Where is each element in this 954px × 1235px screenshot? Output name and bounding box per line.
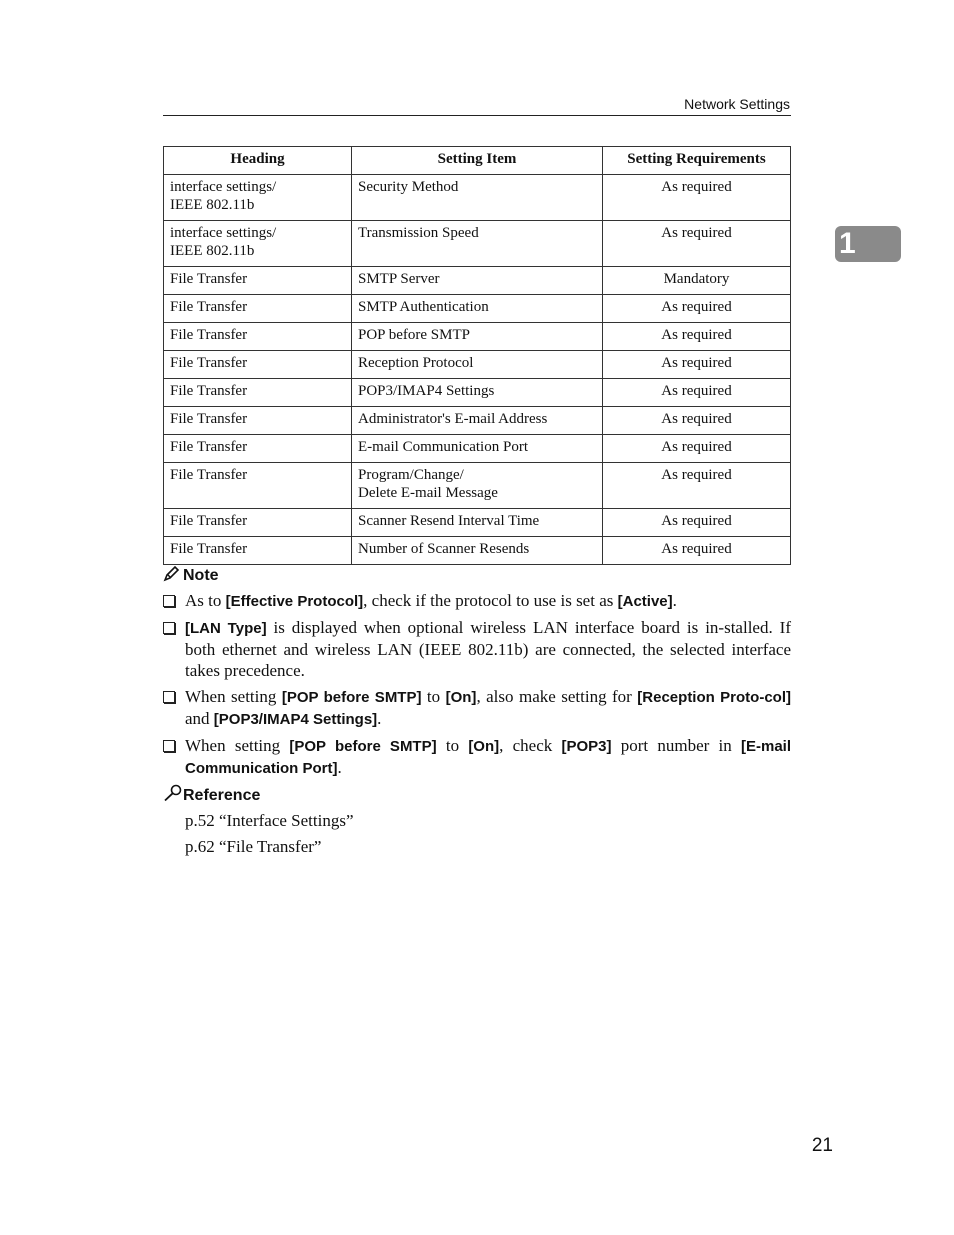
- cell-text: Scanner Resend Interval Time: [358, 513, 540, 529]
- cell-text: Number of Scanner Resends: [358, 541, 530, 557]
- setting-requirement-cell: As required: [603, 537, 791, 565]
- note-text: , check: [499, 736, 562, 755]
- cell-text: File Transfer: [170, 513, 248, 529]
- note-text: and: [185, 709, 214, 728]
- table-row: [164, 463, 791, 509]
- ui-keyword: [On]: [445, 689, 477, 706]
- ui-keyword: [E-mail Communication Port]: [185, 738, 792, 777]
- setting-item-cell: [352, 509, 603, 537]
- table-row: [164, 175, 791, 221]
- note-text: .: [672, 591, 677, 610]
- setting-item-cell: [352, 407, 603, 435]
- heading-cell: [164, 407, 352, 435]
- setting-requirement-cell: As required: [603, 221, 791, 267]
- cell-text: File Transfer: [170, 541, 248, 557]
- reference-link-interface-settings[interactable]: p.52 “Interface Settings”: [185, 811, 354, 830]
- reference-link-file-transfer[interactable]: p.62 “File Transfer”: [185, 837, 322, 856]
- note-text: As to: [185, 591, 226, 610]
- reference-heading: [163, 784, 260, 807]
- cell-text: Program/Change/: [358, 467, 464, 483]
- heading-cell: [164, 435, 352, 463]
- chapter-tab: 1: [835, 226, 901, 262]
- pencil-icon: [163, 566, 183, 587]
- setting-requirement-cell: As required: [603, 379, 791, 407]
- ui-keyword: [LAN Type]: [185, 620, 267, 637]
- ui-keyword: [POP before SMTP]: [281, 689, 422, 706]
- note-item: [163, 686, 791, 730]
- cell-text: File Transfer: [170, 383, 248, 399]
- column-header-setting-requirements: Setting Requirements: [603, 147, 791, 175]
- setting-requirement-cell: As required: [603, 435, 791, 463]
- setting-item-cell: [352, 267, 603, 295]
- heading-cell: [164, 323, 352, 351]
- setting-item-cell: [352, 379, 603, 407]
- cell-text: File Transfer: [170, 467, 248, 483]
- checkbox-bullet-icon: [163, 691, 175, 703]
- ui-keyword: [On]: [468, 738, 500, 755]
- cell-text: POP3/IMAP4 Settings: [358, 383, 495, 399]
- setting-requirement-cell: As required: [603, 351, 791, 379]
- setting-item-cell: [352, 537, 603, 565]
- ui-keyword: [POP3]: [561, 738, 612, 755]
- note-list: [163, 590, 791, 784]
- ui-keyword: [Reception Proto-col]: [637, 689, 791, 706]
- note-text: to: [436, 736, 469, 755]
- cell-text: interface settings/: [170, 225, 277, 241]
- setting-requirement-cell: As required: [603, 463, 791, 509]
- checkbox-bullet-icon: [163, 595, 175, 607]
- setting-item-cell: [352, 463, 603, 509]
- setting-requirement-cell: Mandatory: [603, 267, 791, 295]
- heading-cell: [164, 267, 352, 295]
- settings-table: [163, 146, 791, 565]
- table-row: [164, 295, 791, 323]
- setting-item-cell: [352, 435, 603, 463]
- cell-text: Security Method: [358, 179, 459, 195]
- note-text: .: [337, 758, 342, 777]
- running-header: Network Settings: [684, 96, 790, 112]
- cell-text: File Transfer: [170, 327, 248, 343]
- table-row: [164, 407, 791, 435]
- cell-text: Delete E-mail Message: [358, 485, 498, 501]
- cell-text: Administrator's E-mail Address: [358, 411, 548, 427]
- table-row: [164, 435, 791, 463]
- cell-text: Reception Protocol: [358, 355, 474, 371]
- column-header-heading: Heading: [164, 147, 352, 175]
- note-heading: [163, 566, 219, 587]
- column-header-setting-item: Setting Item: [352, 147, 603, 175]
- table-row: [164, 537, 791, 565]
- note-text: When setting: [185, 736, 290, 755]
- cell-text: File Transfer: [170, 299, 248, 315]
- ui-keyword: [Effective Protocol]: [225, 593, 364, 610]
- cell-text: interface settings/: [170, 179, 277, 195]
- page-number: 21: [811, 1135, 833, 1156]
- reference-title: Reference: [183, 787, 261, 804]
- checkbox-bullet-icon: [163, 740, 175, 752]
- cell-text: File Transfer: [170, 439, 248, 455]
- cell-text: File Transfer: [170, 355, 248, 371]
- note-text: is displayed when optional wireless LAN interface board is in-stalled. If both ethernet and wireless LAN (IEEE 802.11b) are connected, the selected interface takes precedence.: [185, 618, 791, 680]
- heading-cell: [164, 295, 352, 323]
- table-row: [164, 379, 791, 407]
- heading-cell: [164, 175, 352, 221]
- header-rule: [163, 115, 791, 116]
- setting-requirement-cell: As required: [603, 509, 791, 537]
- note-item: [163, 590, 791, 612]
- note-text: port number in: [611, 736, 741, 755]
- setting-item-cell: [352, 323, 603, 351]
- table-row: [164, 221, 791, 267]
- table-row: [164, 351, 791, 379]
- cell-text: SMTP Server: [358, 271, 440, 287]
- checkbox-bullet-icon: [163, 622, 175, 634]
- heading-cell: [164, 537, 352, 565]
- heading-cell: [164, 221, 352, 267]
- table-body: [164, 175, 791, 565]
- reference-list: [185, 808, 354, 860]
- setting-requirement-cell: As required: [603, 295, 791, 323]
- heading-cell: [164, 463, 352, 509]
- note-text: When setting: [185, 687, 282, 706]
- note-item: [163, 735, 791, 779]
- setting-requirement-cell: As required: [603, 407, 791, 435]
- note-text: .: [377, 709, 382, 728]
- setting-requirement-cell: As required: [603, 175, 791, 221]
- table-row: [164, 267, 791, 295]
- ui-keyword: [POP3/IMAP4 Settings]: [213, 711, 378, 728]
- heading-cell: [164, 509, 352, 537]
- note-text: to: [421, 687, 446, 706]
- magnifier-icon: [163, 784, 183, 807]
- cell-text: Transmission Speed: [358, 225, 479, 241]
- setting-requirement-cell: As required: [603, 323, 791, 351]
- cell-text: E-mail Communication Port: [358, 439, 528, 455]
- table-row: [164, 509, 791, 537]
- cell-text: File Transfer: [170, 411, 248, 427]
- cell-text: File Transfer: [170, 271, 248, 287]
- heading-cell: [164, 351, 352, 379]
- note-title: Note: [183, 567, 219, 584]
- setting-item-cell: [352, 221, 603, 267]
- setting-item-cell: [352, 295, 603, 323]
- cell-text: IEEE 802.11b: [170, 243, 255, 259]
- cell-text: IEEE 802.11b: [170, 197, 255, 213]
- note-item: [163, 617, 791, 681]
- cell-text: SMTP Authentication: [358, 299, 489, 315]
- ui-keyword: [POP before SMTP]: [289, 738, 437, 755]
- note-text: , check if the protocol to use is set as: [363, 591, 618, 610]
- setting-item-cell: [352, 351, 603, 379]
- ui-keyword: [Active]: [617, 593, 673, 610]
- note-text: , also make setting for: [476, 687, 638, 706]
- table-header-row: [164, 147, 791, 175]
- table-row: [164, 323, 791, 351]
- heading-cell: [164, 379, 352, 407]
- setting-item-cell: [352, 175, 603, 221]
- cell-text: POP before SMTP: [358, 327, 470, 343]
